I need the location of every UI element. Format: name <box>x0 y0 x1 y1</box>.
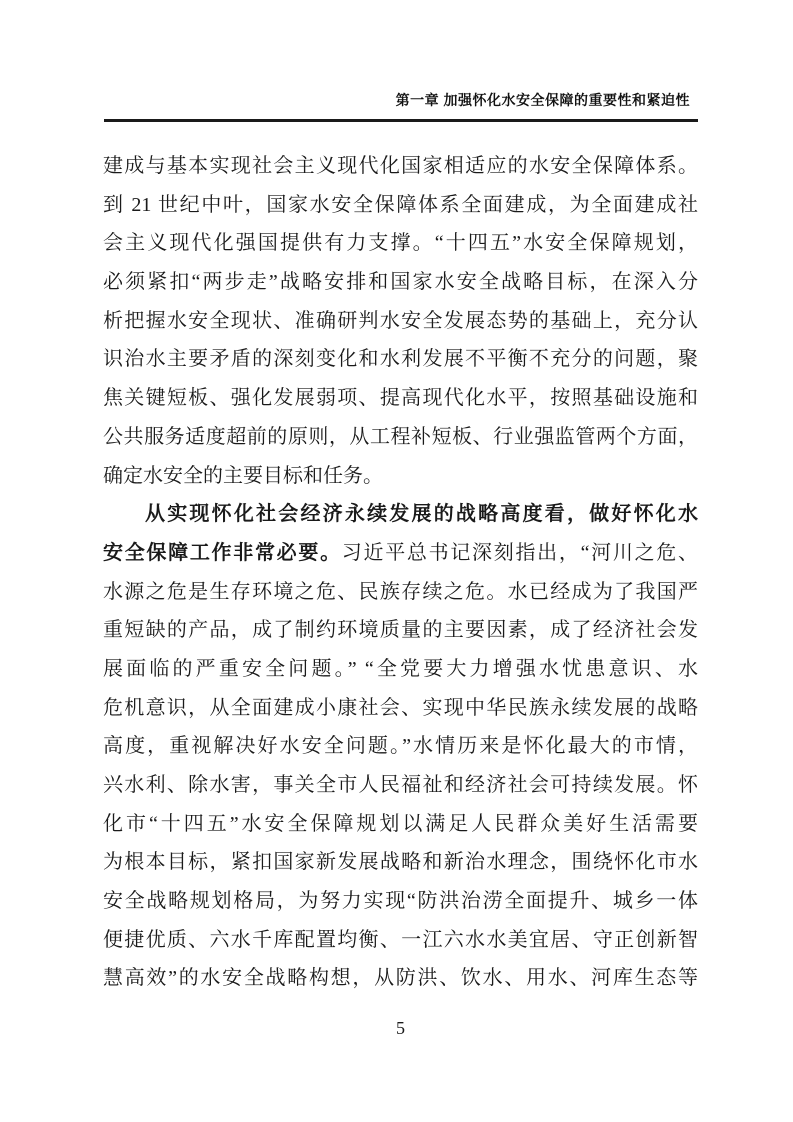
text-line <box>103 959 698 998</box>
text-line <box>103 263 698 302</box>
text-line <box>103 418 698 457</box>
text-line <box>103 302 698 341</box>
body-run: 便捷优质、六水千库配置均衡、一江六水水美宜居、守正创新智 <box>103 928 698 951</box>
text-line <box>103 495 698 534</box>
body-run: 慧高效”的水安全战略构想，从防洪、饮水、用水、河库生态等 <box>103 967 698 990</box>
page-footer <box>103 1018 698 1039</box>
body-run: 水源之危是生存环境之危、民族存续之危。水已经成为了我国严 <box>103 580 698 603</box>
header-rule <box>104 119 698 122</box>
body-run: 安全战略规划格局，为努力实现“防洪治涝全面提升、城乡一体 <box>103 890 698 913</box>
body-run: 焦关键短板、强化发展弱项、提高现代化水平，按照基础设施和 <box>103 387 698 410</box>
body-run: 到 21 世纪中叶，国家水安全保障体系全面建成，为全面建成社 <box>103 193 698 216</box>
bold-lead-text: 从实现怀化社会经济永续发展的战略高度看，做好怀化水 <box>145 503 698 526</box>
text-line <box>103 186 698 225</box>
body-run: 危机意识，从全面建成小康社会、实现中华民族永续发展的战略 <box>103 696 698 719</box>
body-run: 高度，重视解决好水安全问题。”水情历来是怀化最大的市情， <box>103 735 698 758</box>
body-run: 确定水安全的主要目标和任务。 <box>103 464 383 487</box>
running-header <box>103 90 698 110</box>
body-run: 重短缺的产品，成了制约环境质量的主要因素，成了经济社会发 <box>103 619 698 642</box>
text-line <box>103 843 698 882</box>
body-text <box>103 147 698 998</box>
body-run: 习近平总书记深刻指出，“河川之危、 <box>341 541 698 564</box>
text-line <box>103 379 698 418</box>
text-line <box>103 147 698 186</box>
text-line <box>103 689 698 728</box>
body-run: 会主义现代化强国提供有力支撑。“十四五”水安全保障规划， <box>103 232 698 255</box>
body-run: 为根本目标，紧扣国家新发展战略和新治水理念，围绕怀化市水 <box>103 851 698 874</box>
text-line <box>103 650 698 689</box>
body-run: 兴水利、除水害，事关全市人民福祉和经济社会可持续发展。怀 <box>103 774 698 796</box>
text-line <box>103 882 698 921</box>
text-line <box>103 224 698 263</box>
text-line <box>103 611 698 650</box>
page-number: 5 <box>396 1018 405 1038</box>
text-line <box>103 766 698 805</box>
text-line <box>103 340 698 379</box>
body-run: 化市“十四五”水安全保障规划以满足人民群众美好生活需要 <box>103 812 698 835</box>
body-run: 建成与基本实现社会主义现代化国家相适应的水安全保障体系。 <box>103 155 698 177</box>
body-run: 必须紧扣“两步走”战略安排和国家水安全战略目标，在深入分 <box>103 271 698 294</box>
text-line <box>103 534 698 573</box>
body-run: 析把握水安全现状、准确研判水安全发展态势的基础上，充分认 <box>103 309 698 332</box>
text-line <box>103 921 698 960</box>
text-line <box>103 457 698 496</box>
chapter-header-title: 第一章 加强怀化水安全保障的重要性和紧迫性 <box>395 92 690 108</box>
text-line <box>103 727 698 766</box>
bold-lead-text: 安全保障工作非常必要。 <box>103 541 342 564</box>
body-run: 识治水主要矛盾的深刻变化和水利发展不平衡不充分的问题，聚 <box>103 348 698 371</box>
text-line <box>103 805 698 844</box>
body-run: 公共服务适度超前的原则，从工程补短板、行业强监管两个方面， <box>103 425 698 448</box>
text-line <box>103 573 698 612</box>
body-run: 展面临的严重安全问题。” “全党要大力增强水忧患意识、水 <box>103 657 698 680</box>
